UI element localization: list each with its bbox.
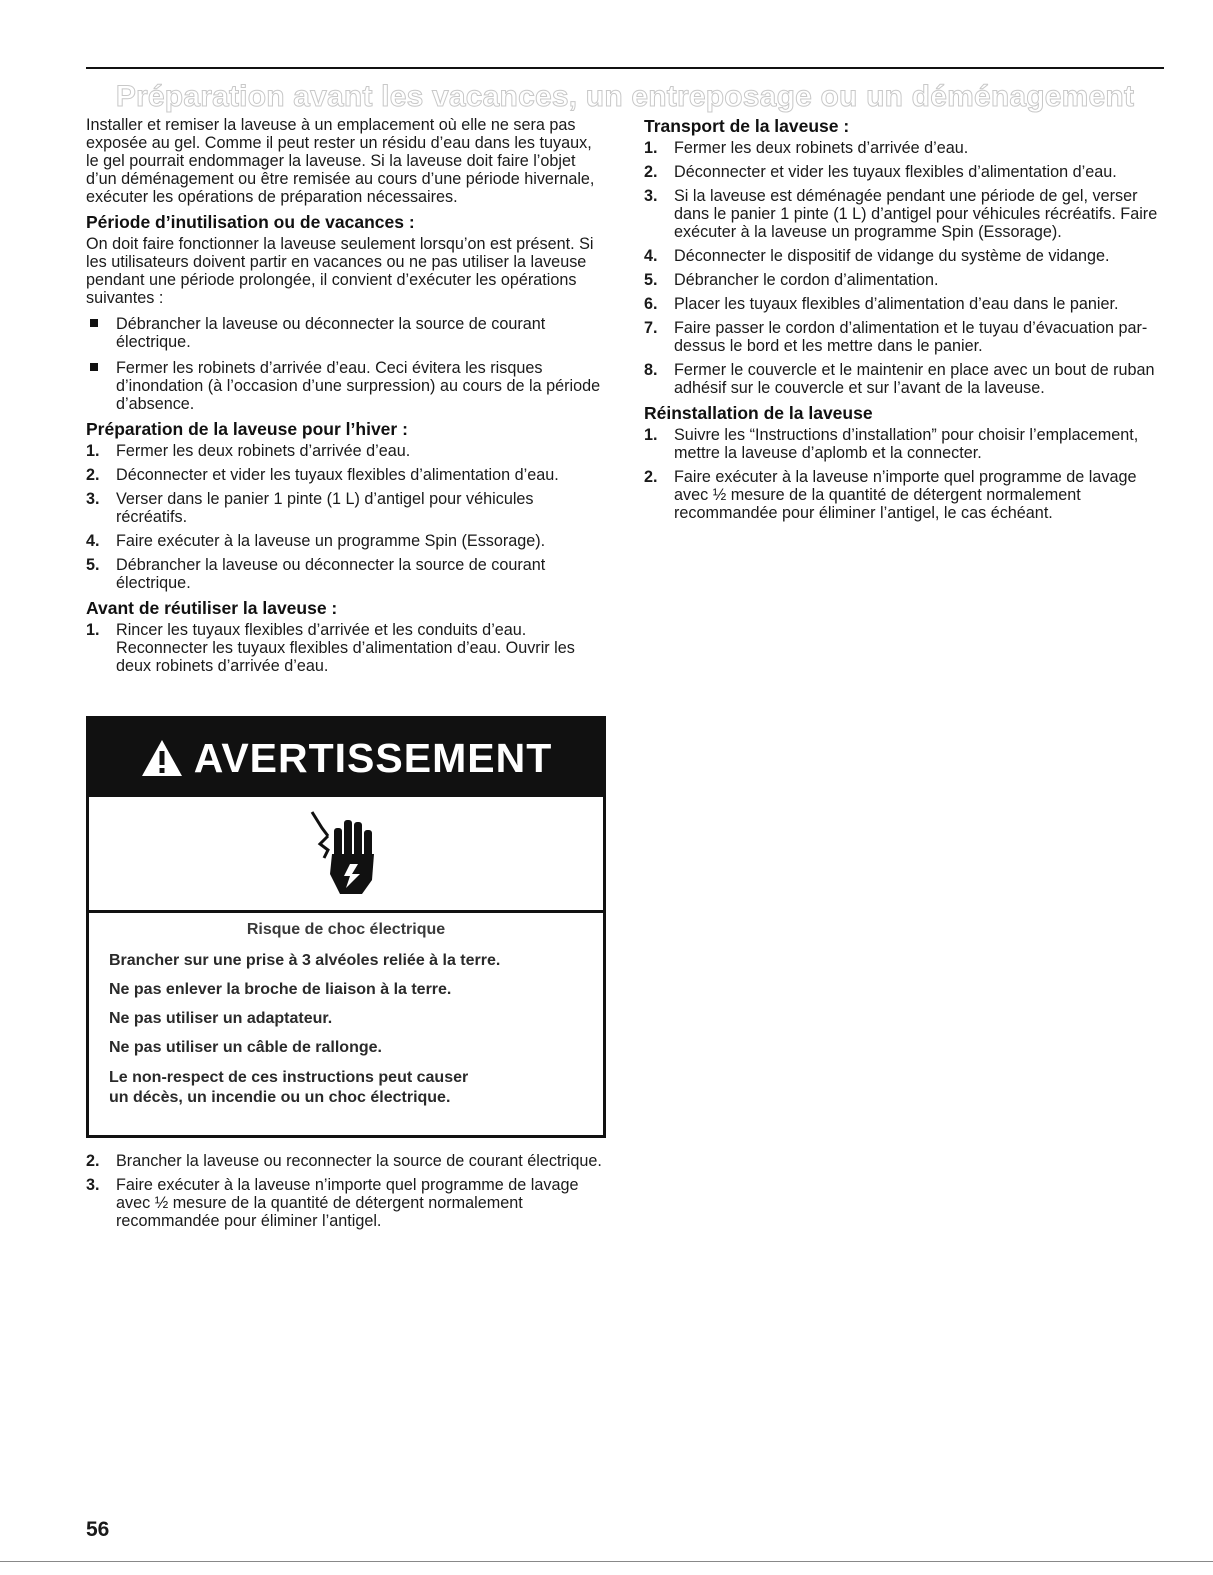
step-number: 2. [86,466,100,484]
step-number: 2. [86,1152,100,1170]
warning-box [86,716,606,1138]
warning-header [89,719,603,797]
step-text: Suivre les “Instructions d’installation” pour choisir l’emplacement, mettre la laveuse d’aplomb et la connecter. [674,426,1139,462]
warning-risk: Risque de choc électrique [246,921,446,938]
step-number: 4. [86,532,100,550]
reuse-steps [86,621,606,675]
step-number: 5. [644,271,658,289]
reuse-steps-continued [86,1152,606,1236]
transport-steps [644,139,1164,397]
step-text: Faire passer le cordon d’alimentation et le tuyau d’évacuation par-dessus le bord et les mettre dans le panier. [674,319,1148,355]
step-text: Débrancher le cordon d’alimentation. [674,271,939,289]
square-bullet-icon [90,319,98,327]
step-text: Rincer les tuyaux flexibles d’arrivée et les conduits d’eau. Reconnecter les tuyaux flexibles d’alimentation d’eau. Ouvrir les deux robinets d’arrivée d’eau. [116,621,575,675]
step-number: 3. [86,1176,100,1194]
step-text: Déconnecter le dispositif de vidange du système de vidange. [674,247,1110,265]
warning-title: AVERTISSEMENT [193,734,553,781]
list-item [644,247,1164,265]
vacation-paragraph: On doit faire fonctionner la laveuse seulement lorsqu’on est présent. Si les utilisateurs doivent partir en vacances ou ne pas utiliser la laveuse pendant une période prolongée, il convient d’exécuter les opérations suivantes : [86,235,594,307]
electric-shock-hand-icon [306,808,386,900]
step-text: Si la laveuse est déménagée pendant une période de gel, verser dans le panier 1 pinte (1 L) d’antigel pour véhicules récréatifs. Faire exécuter à la laveuse un programme Spin (Essorage). [674,187,1158,241]
list-item [86,556,606,592]
step-text: Placer les tuyaux flexibles d’alimentation d’eau dans le panier. [674,295,1119,313]
page-title: Préparation avant les vacances, un entreposage ou un déménagement [115,80,1135,113]
step-number: 4. [644,247,658,265]
warning-icon-row [89,797,603,913]
warning-line: Ne pas enlever la broche de liaison à la terre. [109,981,452,998]
list-item [86,359,606,413]
list-item [86,490,606,526]
step-number: 2. [644,468,658,486]
step-number: 1. [644,139,658,157]
warning-consequence-line-2: un décès, un incendie ou un choc électrique. [109,1089,451,1106]
square-bullet-icon [90,363,98,371]
list-item [86,621,606,675]
step-number: 3. [86,490,100,508]
warning-line: Ne pas utiliser un câble de rallonge. [109,1039,382,1056]
step-number: 7. [644,319,658,337]
step-number: 1. [644,426,658,444]
step-number: 3. [644,187,658,205]
list-item [644,139,1164,157]
step-text: Déconnecter et vider les tuyaux flexibles d’alimentation d’eau. [674,163,1117,181]
vacation-bullet-list [86,315,606,413]
list-item [644,361,1164,397]
list-item [86,315,606,351]
step-text: Débrancher la laveuse ou déconnecter la source de courant électrique. [116,556,546,592]
list-item-text: Fermer les robinets d’arrivée d’eau. Ceci évitera les risques d’inondation (à l’occasion d’une surpression) au cours de la période d’absence. [116,359,601,413]
winter-heading: Préparation de la laveuse pour l’hiver : [86,419,408,439]
step-text: Faire exécuter à la laveuse n’importe quel programme de lavage avec ½ mesure de la quantité de détergent normalement recommandée pour éliminer l’antigel, le cas échéant. [674,468,1137,522]
page-number: 56 [86,1518,110,1541]
step-text: Déconnecter et vider les tuyaux flexibles d’alimentation d’eau. [116,466,559,484]
left-column [86,116,606,681]
step-text: Fermer les deux robinets d’arrivée d’eau. [116,442,411,460]
list-item-text: Débrancher la laveuse ou déconnecter la source de courant électrique. [116,315,546,351]
winter-steps [86,442,606,592]
step-text: Brancher la laveuse ou reconnecter la source de courant électrique. [116,1152,602,1170]
list-item [86,1152,606,1170]
reinstall-heading: Réinstallation de la laveuse [644,403,873,423]
list-item [86,442,606,460]
step-text: Fermer le couvercle et le maintenir en place avec un bout de ruban adhésif sur le couvercle et sur l’avant de la laveuse. [674,361,1155,397]
list-item [644,271,1164,289]
right-column [644,116,1164,528]
step-number: 1. [86,442,100,460]
list-item [86,466,606,484]
list-item [644,295,1164,313]
transport-heading: Transport de la laveuse : [644,116,850,136]
step-number: 5. [86,556,100,574]
warning-consequence [103,1068,589,1108]
list-item [644,319,1164,355]
list-item [644,187,1164,241]
vacation-heading: Période d’inutilisation ou de vacances : [86,212,415,232]
warning-body [89,913,603,1108]
list-item [86,532,606,550]
step-number: 2. [644,163,658,181]
reuse-heading: Avant de réutiliser la laveuse : [86,598,338,618]
step-text: Fermer les deux robinets d’arrivée d’eau. [674,139,969,157]
step-text: Faire exécuter à la laveuse n’importe quel programme de lavage avec ½ mesure de la quantité de détergent normalement recommandée pour éliminer l’antigel. [116,1176,579,1230]
bottom-rule [0,1561,1213,1562]
top-rule [86,67,1164,69]
reuse-steps-after [86,1152,606,1230]
step-text: Verser dans le panier 1 pinte (1 L) d’antigel pour véhicules récréatifs. [116,490,534,526]
warning-line: Ne pas utiliser un adaptateur. [109,1010,333,1027]
list-item [86,1176,606,1230]
warning-triangle-icon [140,738,184,778]
intro-paragraph: Installer et remiser la laveuse à un emplacement où elle ne sera pas exposée au gel. Comme il peut rester un résidu d’eau dans les tuyaux, le gel pourrait endommager la laveuse. Si la laveuse doit faire l’objet d’un déménagement ou être remisée au cours d’une période hivernale, exécuter les opérations de préparation nécessaires. [86,116,595,206]
step-number: 1. [86,621,100,639]
warning-line: Brancher sur une prise à 3 alvéoles reliée à la terre. [109,952,501,969]
reinstall-steps [644,426,1164,522]
step-number: 8. [644,361,658,379]
warning-consequence-line-1: Le non-respect de ces instructions peut causer [109,1069,469,1086]
list-item [644,468,1164,522]
list-item [644,426,1164,462]
step-number: 6. [644,295,658,313]
step-text: Faire exécuter à la laveuse un programme Spin (Essorage). [116,532,546,550]
list-item [644,163,1164,181]
